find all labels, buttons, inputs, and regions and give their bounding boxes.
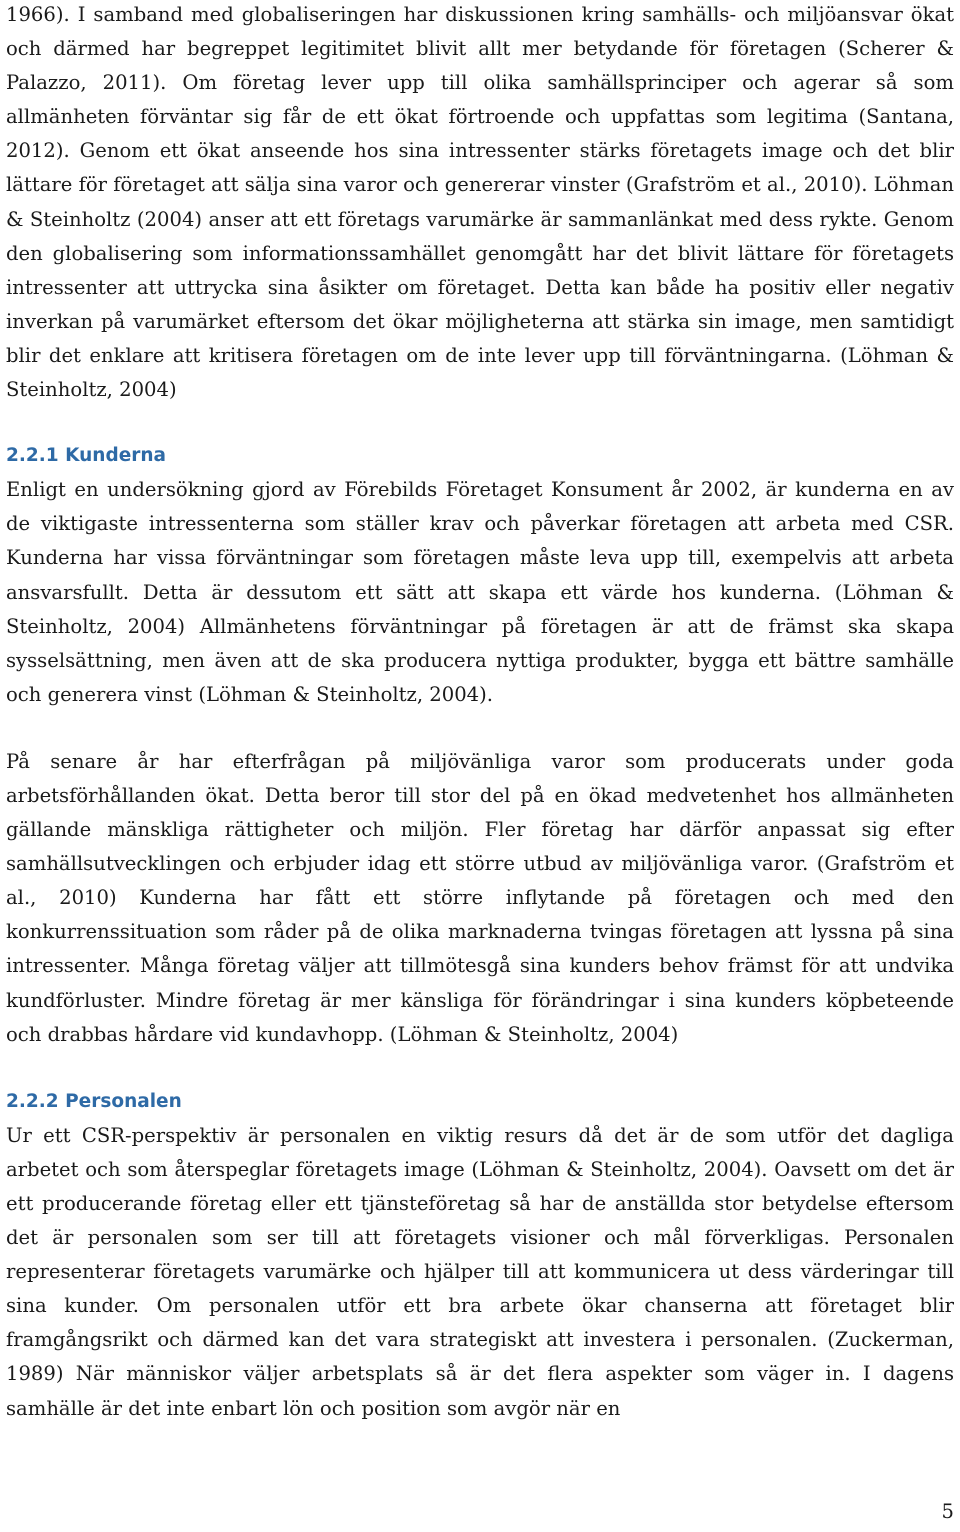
personalen-paragraph-1: Ur ett CSR-perspektiv är personalen en viktig resurs då det är de som utför det dagliga arbetet och som återspeglar företagets image (Löhman & Steinholtz, 2004). Oavsett om det är ett producerande företag eller ett tjänsteföretag så har de anställda stor betydelse eftersom det är personalen som ser till att företagets visioner och mål förverkligas. Personalen representerar företagets varumärke och hjälper till att kommunicera ut dess värderingar till sina kunder. Om personalen utför ett bra arbete ökar chanserna att företaget blir framgångsrikt och därmed kan det vara strategiskt att investera i personalen. (Zuckerman, 1989) När människor väljer arbetsplats så är det flera aspekter som väger in. I dagens samhälle är det inte enbart lön och position som avgör när en <box>6 1123 954 1420</box>
kunderna-paragraph-2: På senare år har efterfrågan på miljövänliga varor som producerats under goda arbetsförhållanden ökat. Detta beror till stor del på en ökad medvetenhet hos allmänheten gällande mänskliga rättigheter och miljön. Fler företag har därför anpassat sig efter samhällsutvecklingen och erbjuder idag ett större utbud av miljövänliga varor. (Grafström et al., 2010) Kunderna har fått ett större inflytande på företagen och med den konkurrenssituation som råder på de olika marknaderna tvingas företagen att lyssna på sina intressenter. Många företag väljer att tillmötesgå sina kunders behov främst för att undvika kundförluster. Mindre företag är mer känsliga för förändringar i sina kunders köpbeteende och drabbas hårdare vid kundavhopp. (Löhman & Steinholtz, 2004) <box>6 749 954 1046</box>
kunderna-paragraph-1: Enligt en undersökning gjord av Förebilds Företaget Konsument år 2002, är kunderna en av de viktigaste intressenterna som ställer krav och påverkar företagen att arbeta med CSR. Kunderna har vissa förväntningar som företagen måste leva upp till, exempelvis att arbeta ansvarsfullt. Detta är dessutom ett sätt att skapa ett värde hos kunderna. (Löhman & Steinholtz, 2004) Allmänhetens förväntningar på företagen är att de främst ska skapa sysselsättning, men även att de ska producera nyttiga produkter, bygga ett bättre samhälle och generera vinst (Löhman & Steinholtz, 2004). <box>6 478 954 706</box>
page-number: 5 <box>941 1500 954 1523</box>
section-heading-kunderna: 2.2.1 Kunderna <box>6 445 167 467</box>
intro-paragraph: 1966). I samband med globaliseringen har diskussionen kring samhälls- och miljöansvar ökat och därmed har begreppet legitimitet blivit allt mer betydande för företagen (Scherer & Palazzo, 2011). Om företag lever upp till olika samhällsprinciper och agerar så som allmänheten förväntar sig får de ett ökat förtroende och uppfattas som legitima (Santana, 2012). Genom ett ökat anseende hos sina intressenter stärks företagets image och det blir lättare för företaget att sälja sina varor och genererar vinster (Grafström et al., 2010). Löhman & Steinholtz (2004) anser att ett företags varumärke är sammanlänkat med dess rykte. Genom den globalisering som informationssamhället genomgått har det blivit lättare för företagets intressenter att uttrycka sina åsikter om företaget. Detta kan både ha positiv eller negativ inverkan på varumärket eftersom det ökar möjligheterna att stärka sin image, men samtidigt blir det enklare att kritisera företagen om de inte lever upp till förväntningarna. (Löhman & Steinholtz, 2004) <box>6 3 954 402</box>
section-heading-personalen: 2.2.2 Personalen <box>6 1090 182 1112</box>
